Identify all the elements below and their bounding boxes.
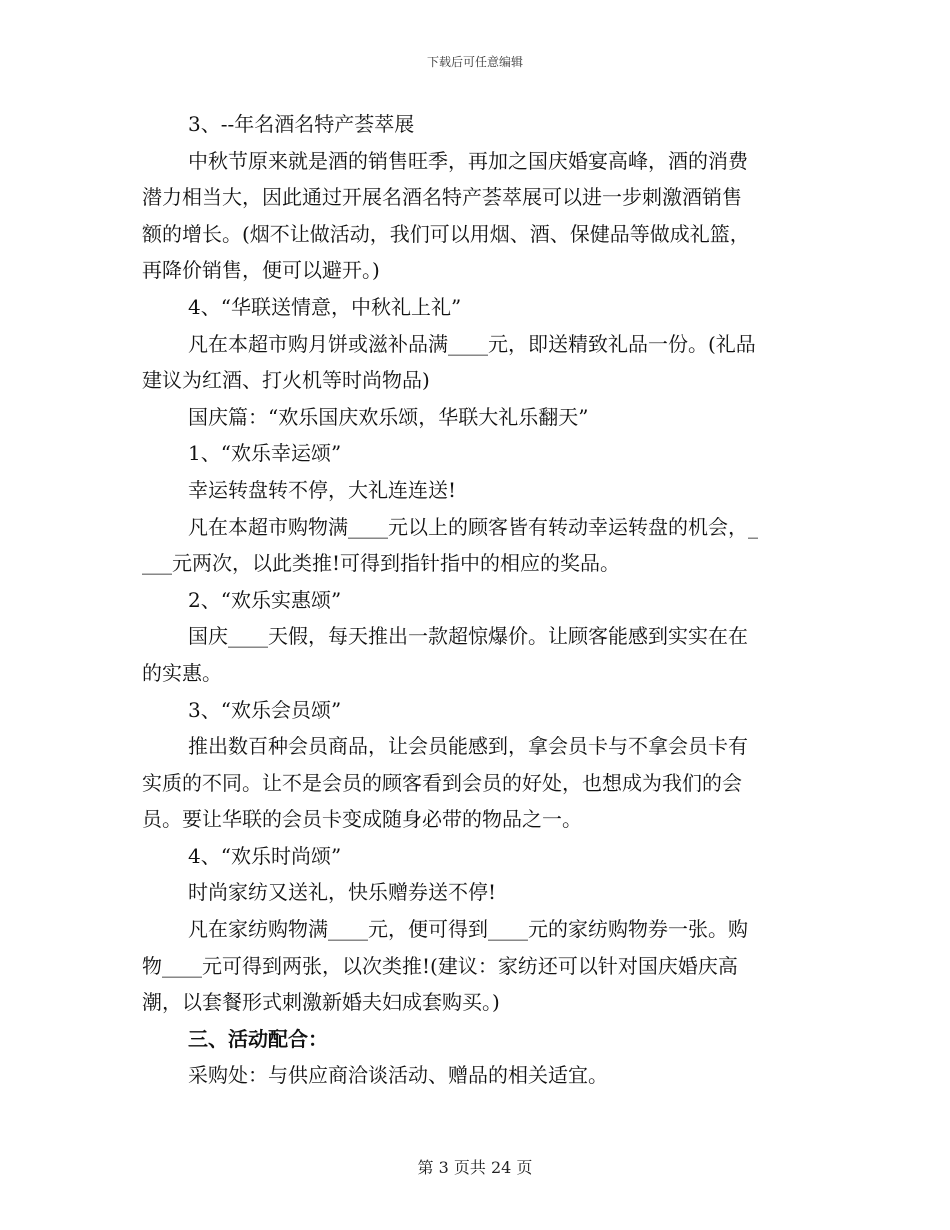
text-line: 3、--年名酒名特产荟萃展 — [188, 112, 415, 136]
text-line: 中秋节原来就是酒的销售旺季，再加之国庆婚宴高峰，酒的消费 — [188, 148, 748, 173]
section-heading: 三、活动配合： — [188, 1026, 328, 1051]
text-line: ___元两次，以此类推!可得到指针指中的相应的奖品。 — [142, 551, 621, 576]
document-body — [142, 106, 808, 1094]
text-line: 员。要让华联的会员卡变成随身必带的物品之一。 — [142, 807, 582, 832]
text-line: 国庆篇：“欢乐国庆欢乐颂，华联大礼乐翻天” — [188, 404, 589, 429]
text-line: 采购处：与供应商洽谈活动、赠品的相关适宜。 — [188, 1063, 608, 1088]
text-line: 4、“欢乐时尚颂” — [188, 843, 342, 868]
text-line: 推出数百种会员商品，让会员能感到，拿会员卡与不拿会员卡有 — [188, 734, 748, 759]
text-line: 实质的不同。让不是会员的顾客看到会员的好处，也想成为我们的会 — [142, 770, 742, 795]
text-line: 1、“欢乐幸运颂” — [188, 441, 342, 466]
text-line: 凡在家纺购物满____元，便可得到____元的家纺购物券一张。购 — [188, 917, 748, 942]
text-line: 凡在本超市购物满____元以上的顾客皆有转动幸运转盘的机会，_ — [188, 514, 758, 539]
page-number: 第 3 页共 24 页 — [417, 1158, 533, 1177]
text-line: 幸运转盘转不停，大礼连连送! — [188, 477, 457, 502]
text-line: 的实惠。 — [142, 660, 222, 685]
text-line: 再降价销售，便可以避开。) — [142, 258, 380, 283]
text-line: 建议为红酒、打火机等时尚物品) — [142, 368, 430, 393]
text-line: 3、“欢乐会员颂” — [188, 697, 342, 722]
text-line: 潜力相当大，因此通过开展名酒名特产荟萃展可以进一步刺激酒销售 — [142, 185, 742, 210]
text-line: 国庆____天假，每天推出一款超惊爆价。让顾客能感到实实在在 — [188, 624, 748, 649]
text-line: 4、“华联送情意，中秋礼上礼” — [188, 294, 462, 319]
text-line: 凡在本超市购月饼或滋补品满____元，即送精致礼品一份。(礼品 — [188, 331, 756, 356]
page-header-note: 下载后可任意编辑 — [426, 55, 523, 69]
text-line: 物____元可得到两张，以次类推!(建议：家纺还可以针对国庆婚庆高 — [142, 953, 738, 978]
text-line: 2、“欢乐实惠颂” — [188, 587, 342, 612]
text-line: 潮，以套餐形式刺激新婚夫妇成套购买。) — [142, 990, 500, 1015]
text-line: 时尚家纺又送礼，快乐赠券送不停! — [188, 880, 497, 905]
text-line: 额的增长。(烟不让做活动，我们可以用烟、酒、保健品等做成礼篮， — [142, 221, 750, 246]
